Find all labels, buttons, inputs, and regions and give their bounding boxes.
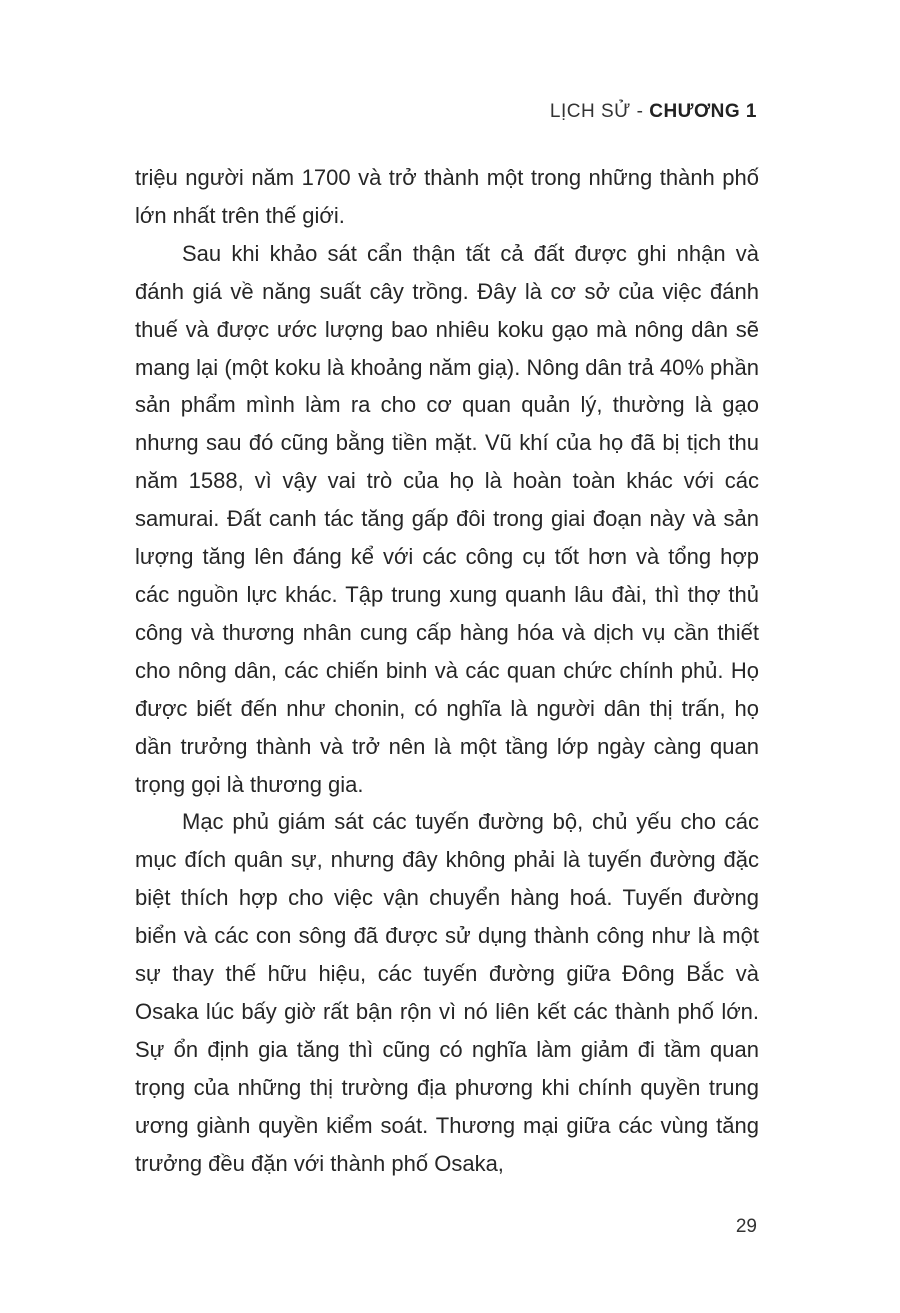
header-separator: - — [630, 101, 650, 122]
header-chapter: CHƯƠNG 1 — [649, 101, 757, 122]
running-header — [550, 101, 757, 123]
page-body — [135, 159, 759, 1182]
paragraph-3: Mạc phủ giám sát các tuyến đường bộ, chủ yếu cho các mục đích quân sự, nhưng đây không phải là tuyến đường đặc biệt thích hợp cho việc vận chuyển hàng hoá. Tuyến đường biển và các con sông đã được sử dụng thành công như là một sự thay thế hữu hiệu, các tuyến đường giữa Đông Bắc và Osaka lúc bấy giờ rất bận rộn vì nó liên kết các thành phố lớn. Sự ổn định gia tăng thì cũng có nghĩa làm giảm đi tầm quan trọng của những thị trường địa phương khi chính quyền trung ương giành quyền kiểm soát. Thương mại giữa các vùng tăng trưởng đều đặn với thành phố Osaka, — [135, 809, 759, 1176]
header-section: LỊCH SỬ — [549, 101, 631, 122]
paragraph-2: Sau khi khảo sát cẩn thận tất cả đất được ghi nhận và đánh giá về năng suất cây trồng. Đây là cơ sở của việc đánh thuế và được ước lượng bao nhiêu koku gạo mà nông dân sẽ mang lại (một koku là khoảng năm giạ). Nông dân trả 40% phần sản phẩm mình làm ra cho cơ quan quản lý, thường là gạo nhưng sau đó cũng bằng tiền mặt. Vũ khí của họ đã bị tịch thu năm 1588, vì vậy vai trò của họ là hoàn toàn khác với các samurai. Đất canh tác tăng gấp đôi trong giai đoạn này và sản lượng tăng lên đáng kể với các công cụ tốt hơn và tổng hợp các nguồn lực khác. Tập trung xung quanh lâu đài, thì thợ thủ công và thương nhân cung cấp hàng hóa và dịch vụ cần thiết cho nông dân, các chiến binh và các quan chức chính phủ. Họ được biết đến như chonin, có nghĩa là người dân thị trấn, họ dần trưởng thành và trở nên là một tầng lớp ngày càng quan trọng gọi là thương gia. — [135, 240, 759, 797]
paragraph-1: triệu người năm 1700 và trở thành một trong những thành phố lớn nhất trên thế giới. — [135, 165, 759, 228]
page-number: 29 — [735, 1216, 757, 1237]
